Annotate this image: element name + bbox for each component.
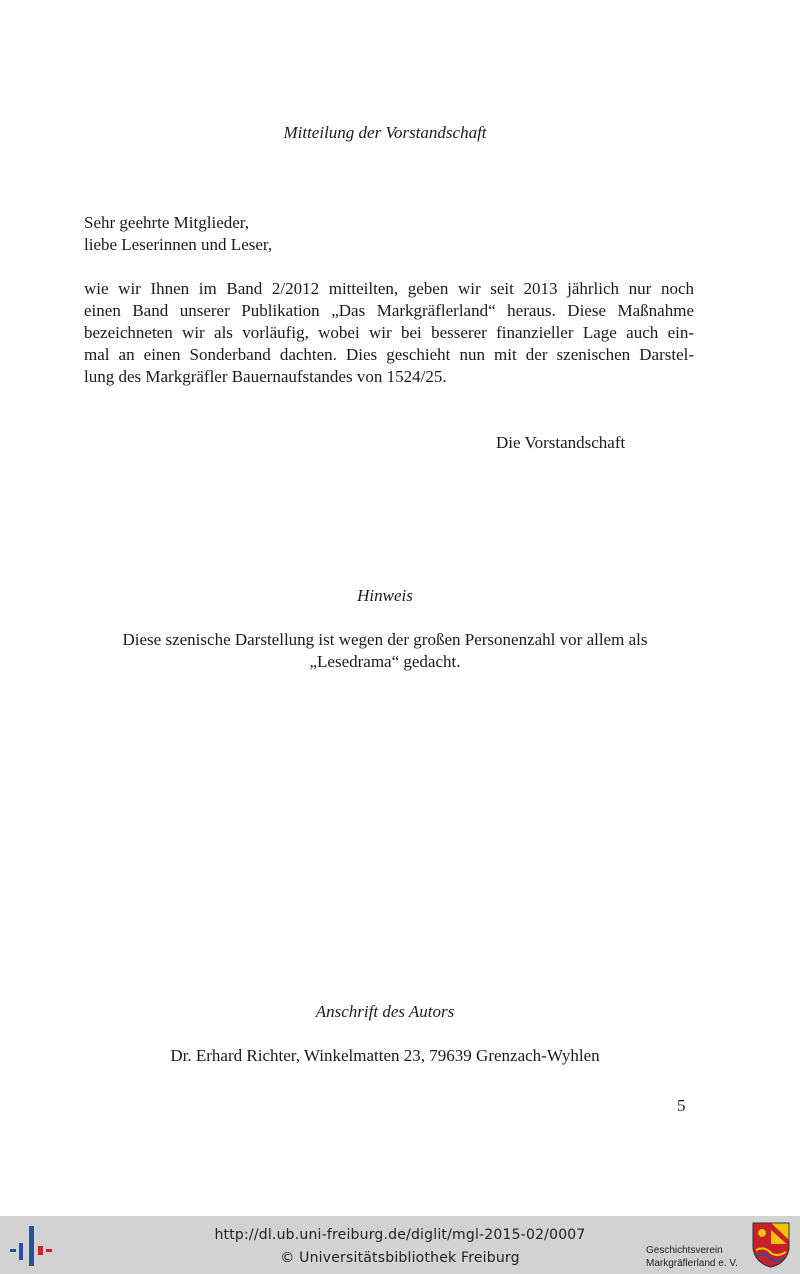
paragraph-line: bezeichneten wir als vorläufig, wobei wir bei besserer finanzieller Lage auch ein- xyxy=(84,323,694,342)
footer-url-link[interactable]: http://dl.ub.uni-freiburg.de/diglit/mgl-2015-02/0007 xyxy=(214,1227,586,1243)
heading-mitteilung: Mitteilung der Vorstandschaft xyxy=(283,123,487,142)
paragraph-line: einen Band unserer Publikation „Das Markgräflerland“ heraus. Diese Maßnahme xyxy=(84,301,694,320)
society-line-1: Geschichtsverein xyxy=(646,1245,723,1256)
signature: Die Vorstandschaft xyxy=(496,433,626,452)
body-paragraph xyxy=(84,278,694,388)
society-name xyxy=(646,1244,751,1270)
heading-anschrift: Anschrift des Autors xyxy=(315,1002,455,1021)
note-line-1: Diese szenische Darstellung ist wegen der großen Personenzahl vor allem als xyxy=(122,630,648,649)
coat-of-arms-icon xyxy=(752,1222,790,1268)
salutation-line-1: Sehr geehrte Mitglieder, xyxy=(84,213,250,232)
footer-copyright: © Universitätsbibliothek Freiburg xyxy=(280,1250,520,1266)
footer-bar xyxy=(0,1216,800,1274)
note-line-2: „Lesedrama“ gedacht. xyxy=(309,652,461,671)
salutation-line-2: liebe Leserinnen und Leser, xyxy=(84,235,273,254)
paragraph-line: lung des Markgräfler Bauernaufstandes von 1524/25. xyxy=(84,367,447,386)
author-address: Dr. Erhard Richter, Winkelmatten 23, 79639 Grenzach-Wyhlen xyxy=(170,1046,600,1065)
paragraph-line: mal an einen Sonderband dachten. Dies geschieht nun mit der szenischen Darstel- xyxy=(84,345,694,364)
heading-hinweis: Hinweis xyxy=(357,586,413,605)
society-line-2: Markgräflerland e. V. xyxy=(646,1258,738,1269)
paragraph-line: wie wir Ihnen im Band 2/2012 mitteilten, geben wir seit 2013 jährlich nur noch xyxy=(84,279,694,298)
page-number: 5 xyxy=(677,1096,686,1115)
